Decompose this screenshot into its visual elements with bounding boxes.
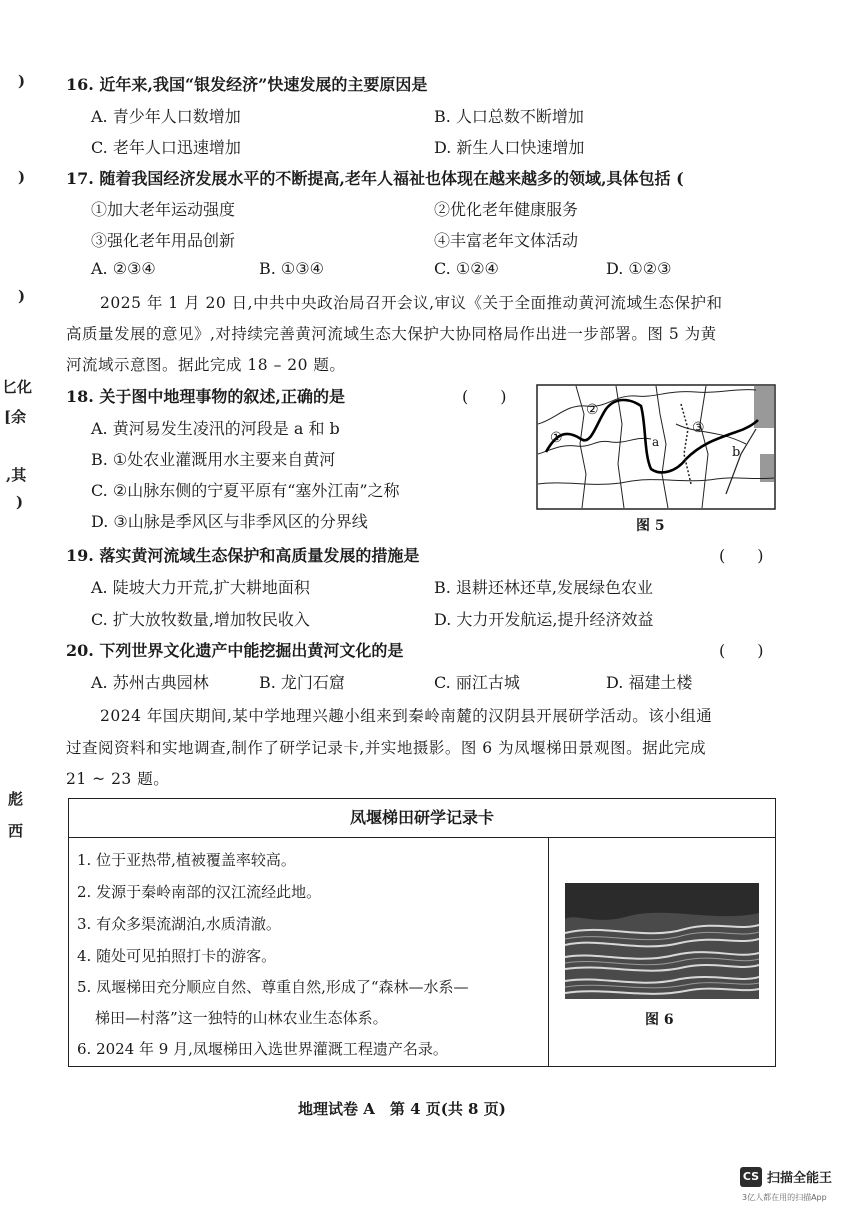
q16-option-b[interactable]: B. 人口总数不断增加 xyxy=(434,107,584,126)
research-record-card xyxy=(68,798,776,1067)
yellow-river-basin-map xyxy=(536,384,776,510)
card-item: 5. 凤堰梯田充分顺应自然、尊重自然,形成了“森林—水系— xyxy=(77,978,469,996)
q19-option-b[interactable]: B. 退耕还林还草,发展绿色农业 xyxy=(434,578,654,597)
margin-fragment: ,其 xyxy=(6,466,27,484)
card-item: 1. 位于亚热带,植被覆盖率较高。 xyxy=(77,851,296,869)
q20-option-b[interactable]: B. 龙门石窟 xyxy=(259,673,345,692)
q17-option-a[interactable]: A. ②③④ xyxy=(91,259,156,278)
card-divider xyxy=(548,837,549,1066)
margin-paren: ) xyxy=(18,168,26,186)
camscanner-logo-icon: CS xyxy=(740,1167,762,1187)
margin-paren: ) xyxy=(16,493,24,511)
q19-option-d[interactable]: D. 大力开发航运,提升经济效益 xyxy=(434,610,654,629)
map-label-b: b xyxy=(732,445,741,460)
question-16-stem: 16. 近年来,我国“银发经济”快速发展的主要原因是 xyxy=(66,75,428,94)
card-item-continued: 梯田—村落”这一独特的山林农业生态体系。 xyxy=(95,1009,388,1027)
q17-option-c[interactable]: C. ①②④ xyxy=(434,259,499,278)
margin-paren: ) xyxy=(18,287,26,305)
card-title: 凤堰梯田研学记录卡 xyxy=(69,799,775,838)
q17-option-b[interactable]: B. ①③④ xyxy=(259,259,324,278)
answer-paren: ( ) xyxy=(719,641,764,660)
q18-option-d[interactable]: D. ③山脉是季风区与非季风区的分界线 xyxy=(91,512,368,531)
q17-item-4: ④丰富老年文体活动 xyxy=(434,231,579,250)
terrace-landscape-image xyxy=(565,883,759,999)
figure-6-caption: 图 6 xyxy=(645,1012,674,1028)
page-footer: 地理试卷 A 第 4 页(共 8 页) xyxy=(298,1100,506,1118)
margin-fragment: [余 xyxy=(4,408,27,426)
answer-paren: ( ) xyxy=(462,387,507,406)
passage-2-line: 过查阅资料和实地调查,制作了研学记录卡,并实地摄影。图 6 为凤堰梯田景观图。据此完成 xyxy=(66,739,707,757)
q16-option-a[interactable]: A. 青少年人口数增加 xyxy=(91,107,241,126)
q17-item-3: ③强化老年用品创新 xyxy=(91,231,236,250)
map-marker-3: ③ xyxy=(692,420,705,436)
map-label-a: a xyxy=(652,435,660,449)
q18-option-b[interactable]: B. ①处农业灌溉用水主要来自黄河 xyxy=(91,450,336,469)
q17-option-d[interactable]: D. ①②③ xyxy=(606,259,672,278)
passage-1-line: 2025 年 1 月 20 日,中共中央政治局召开会议,审议《关于全面推动黄河流域生态保护和 xyxy=(100,294,723,312)
passage-1-line: 河流域示意图。据此完成 18 – 20 题。 xyxy=(66,356,346,374)
q17-item-1: ①加大老年运动强度 xyxy=(91,200,236,219)
question-19-stem: 19. 落实黄河流域生态保护和高质量发展的措施是 xyxy=(66,546,420,565)
q19-option-a[interactable]: A. 陡坡大力开荒,扩大耕地面积 xyxy=(91,578,310,597)
margin-fragment: 匕化 xyxy=(2,378,33,396)
map-marker-2: ② xyxy=(586,402,599,418)
camscanner-slogan: 3亿人都在用的扫描App xyxy=(742,1193,827,1202)
q16-option-c[interactable]: C. 老年人口迅速增加 xyxy=(91,138,241,157)
question-17-stem: 17. 随着我国经济发展水平的不断提高,老年人福祉也体现在越来越多的领域,具体包括 ( xyxy=(66,169,684,188)
answer-paren: ( ) xyxy=(719,546,764,565)
q20-option-d[interactable]: D. 福建土楼 xyxy=(606,673,693,692)
q18-option-a[interactable]: A. 黄河易发生凌汛的河段是 a 和 b xyxy=(91,419,340,438)
q17-item-2: ②优化老年健康服务 xyxy=(434,200,579,219)
terrace-photo xyxy=(565,883,759,999)
question-20-stem: 20. 下列世界文化遗产中能挖掘出黄河文化的是 xyxy=(66,641,404,660)
margin-paren: ) xyxy=(18,72,26,90)
passage-2-line: 21 ~ 23 题。 xyxy=(66,770,170,788)
card-item: 4. 随处可见拍照打卡的游客。 xyxy=(77,947,277,965)
q19-option-c[interactable]: C. 扩大放牧数量,增加牧民收入 xyxy=(91,610,310,629)
camscanner-name: 扫描全能王 xyxy=(767,1171,833,1186)
card-item: 3. 有众多渠流湖泊,水质清澈。 xyxy=(77,915,281,933)
passage-2-line: 2024 年国庆期间,某中学地理兴趣小组来到秦岭南麓的汉阴县开展研学活动。该小组通 xyxy=(100,707,713,725)
q16-option-d[interactable]: D. 新生人口快速增加 xyxy=(434,138,585,157)
q20-option-c[interactable]: C. 丽江古城 xyxy=(434,673,520,692)
figure-5-caption: 图 5 xyxy=(636,518,665,534)
margin-fragment: 西 xyxy=(8,822,24,840)
q20-option-a[interactable]: A. 苏州古典园林 xyxy=(91,673,209,692)
question-18-stem: 18. 关于图中地理事物的叙述,正确的是 xyxy=(66,387,345,406)
q18-option-c[interactable]: C. ②山脉东侧的宁夏平原有“塞外江南”之称 xyxy=(91,481,400,500)
map-marker-1: ① xyxy=(550,430,563,446)
passage-1-line: 高质量发展的意见》,对持续完善黄河流域生态大保护大协同格局作出进一步部署。图 5 为黄 xyxy=(66,325,717,343)
card-item: 2. 发源于秦岭南部的汉江流经此地。 xyxy=(77,883,322,901)
card-item: 6. 2024 年 9 月,凤堰梯田入选世界灌溉工程遗产名录。 xyxy=(77,1040,448,1058)
margin-fragment: 彪 xyxy=(8,790,24,808)
